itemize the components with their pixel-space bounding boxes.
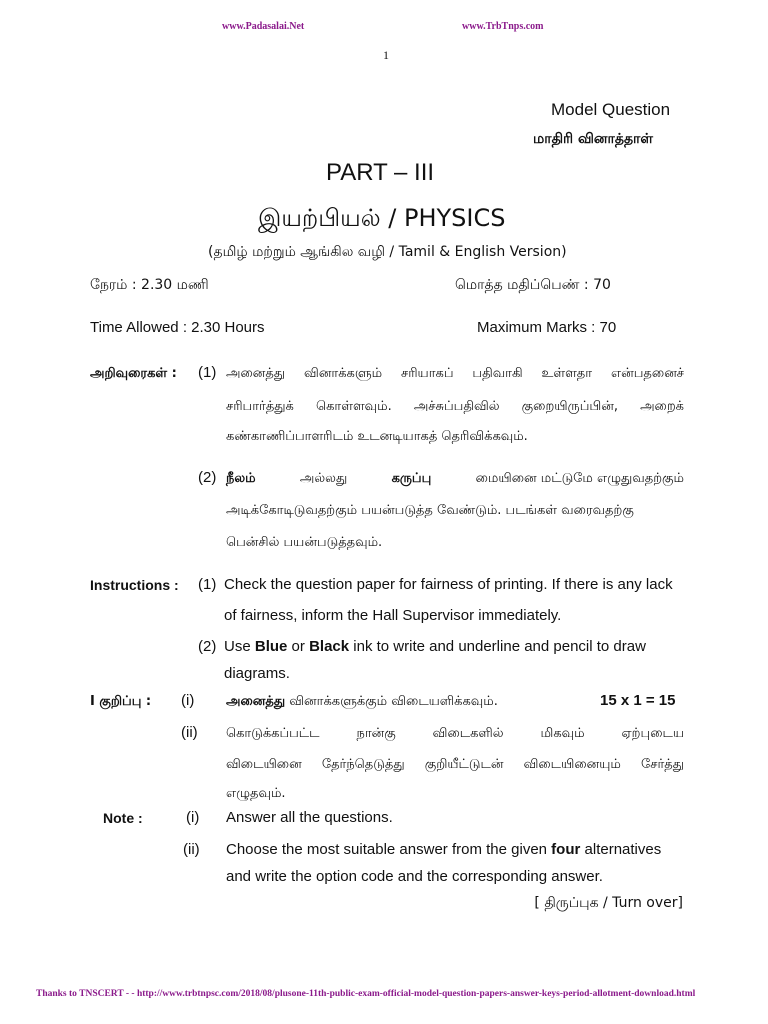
- instruction-english-1-number: (1): [198, 576, 217, 593]
- black-ink-word-tamil: கருப்பு: [391, 471, 432, 486]
- note-tamil-i-text: [226, 694, 498, 710]
- instruction-english-2-number: (2): [198, 638, 217, 655]
- note-tamil-ii-line-3: எழுதவும்.: [226, 786, 286, 801]
- note-tamil-i-rest: வினாக்களுக்கும் விடையளிக்கவும்.: [289, 694, 498, 709]
- blue-ink-word-tamil: நீலம்: [226, 471, 256, 486]
- part-marks: 15 x 1 = 15: [600, 692, 676, 709]
- instruction-tamil-2-rest: மையினை மட்டுமே எழுதுவதற்கும்: [475, 471, 684, 486]
- note-english-i-text: Answer all the questions.: [226, 809, 393, 826]
- max-marks-english: Maximum Marks : 70: [477, 319, 617, 336]
- note-english-ii-line-2: and write the option code and the corresponding answer.: [226, 868, 603, 885]
- time-allowed-english: Time Allowed : 2.30 Hours: [90, 319, 265, 336]
- black-ink-word: Black: [309, 638, 350, 655]
- page-number: 1: [383, 48, 389, 62]
- header-link-padasalai[interactable]: www.Padasalai.Net: [222, 21, 305, 32]
- model-question-heading: Model Question: [551, 100, 671, 119]
- note-english-ii-line-1: [226, 841, 661, 858]
- instruction-tamil-1-line-3: கண்காணிப்பாளரிடம் உடனடியாகத் தெரிவிக்கவும்.: [226, 429, 528, 444]
- blue-ink-word: Blue: [254, 638, 288, 655]
- note-english-label: Note :: [103, 810, 143, 826]
- instruction-english-1-line-2: of fairness, inform the Hall Supervisor immediately.: [224, 607, 562, 624]
- version-line: (தமிழ் மற்றும் ஆங்கில வழி / Tamil & English Version): [208, 244, 567, 260]
- footer-source-link[interactable]: Thanks to TNSCERT - - http://www.trbtnpsc.com/2018/08/plusone-11th-public-exam-official-model-question-papers-answer-keys-period-allotment-download.html: [36, 989, 696, 999]
- note-tamil-ii-line-1: கொடுக்கப்பட்ட நான்கு விடைகளில் மிகவும் ஏற்புடைய: [226, 726, 684, 741]
- part-title: PART – III: [326, 159, 435, 186]
- use-word: Use: [224, 638, 251, 655]
- instruction-tamil-1-line-2: சரிபார்த்துக் கொள்ளவும். அச்சுப்பதிவில் குறையிருப்பின், அறைக்: [226, 399, 684, 414]
- instructions-tamil-label: அறிவுரைகள் :: [90, 366, 177, 381]
- note-english-ii-post: alternatives: [584, 841, 662, 858]
- instruction-tamil-1-number: (1): [198, 364, 217, 381]
- note-english-ii-pre: Choose the most suitable answer from the given: [226, 841, 547, 858]
- note-tamil-ii-line-2: விடையினை தேர்ந்தெடுத்து குறியீட்டுடன் விடையினையும் சேர்த்து: [226, 757, 684, 772]
- note-tamil-i-bold: அனைத்து: [226, 694, 286, 709]
- or-word: or: [291, 638, 305, 655]
- note-tamil-ii-number: (ii): [181, 724, 198, 741]
- note-tamil-i-number: (i): [181, 692, 195, 709]
- turn-over-label: [ திருப்புக / Turn over]: [534, 895, 683, 911]
- header-link-trbtnps[interactable]: www.TrbTnps.com: [462, 21, 544, 32]
- instruction-english-2-rest: ink to write and underline and pencil to draw: [353, 638, 646, 655]
- instruction-english-2-line-2: diagrams.: [224, 665, 290, 682]
- note-tamil-label: I குறிப்பு :: [90, 694, 152, 709]
- note-english-ii-four: four: [551, 841, 581, 858]
- or-word-tamil: அல்லது: [299, 471, 348, 486]
- subject-title: இயற்பியல் / PHYSICS: [258, 204, 506, 232]
- instruction-tamil-2-number: (2): [198, 469, 217, 486]
- model-question-tamil: மாதிரி வினாத்தாள்: [533, 131, 654, 147]
- note-english-i-number: (i): [186, 809, 200, 826]
- time-allowed-tamil: நேரம் : 2.30 மணி: [90, 277, 209, 293]
- instruction-english-2-line-1: [224, 638, 646, 655]
- max-marks-tamil: மொத்த மதிப்பெண் : 70: [455, 277, 611, 293]
- instruction-tamil-2-line-1: [226, 471, 684, 487]
- instructions-english-label: Instructions :: [90, 577, 179, 593]
- instruction-tamil-2-line-2: அடிக்கோடிடுவதற்கும் பயன்படுத்த வேண்டும். படங்கள் வரைவதற்கு: [226, 503, 634, 518]
- note-english-ii-number: (ii): [183, 841, 200, 858]
- instruction-english-1-line-1: Check the question paper for fairness of printing. If there is any lack: [224, 576, 673, 593]
- instruction-tamil-1-line-1: அனைத்து வினாக்களும் சரியாகப் பதிவாகி உள்ளதா என்பதனைச்: [226, 366, 684, 381]
- instruction-tamil-2-line-3: பென்சில் பயன்படுத்தவும்.: [226, 535, 383, 550]
